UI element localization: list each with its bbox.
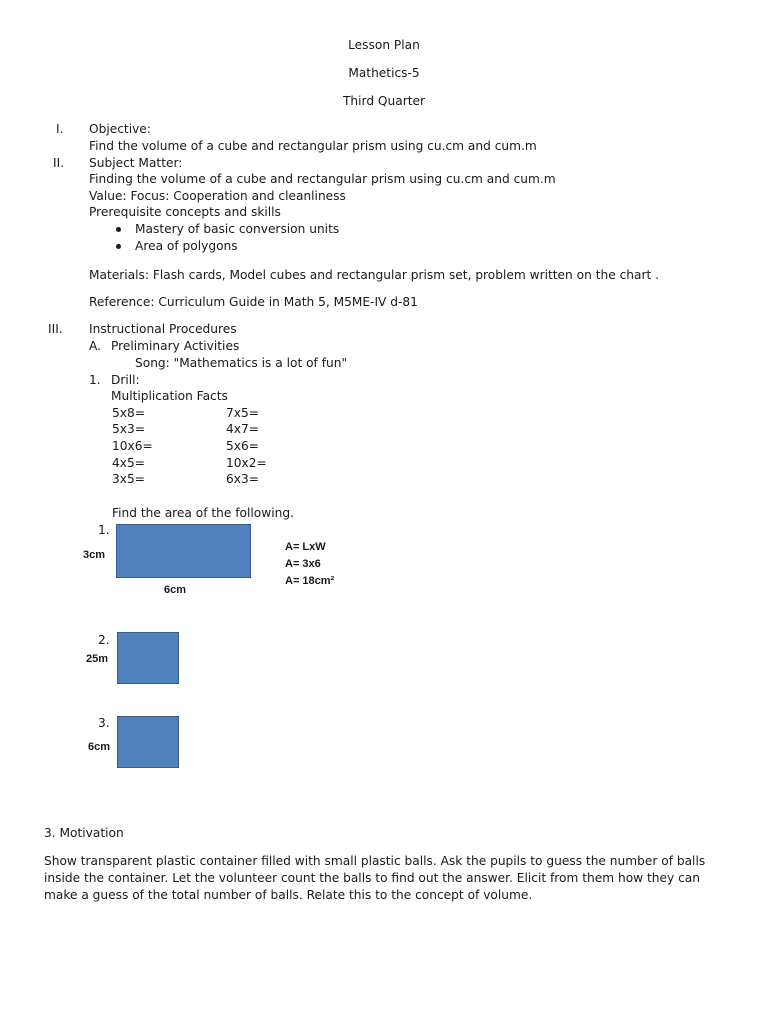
procedures-heading: Instructional Procedures	[89, 322, 237, 336]
drill-subheading: Multiplication Facts	[111, 389, 228, 403]
prelim-letter: A.	[89, 339, 101, 353]
fact-right: 10x2=	[226, 456, 267, 470]
formula-line: A= LxW	[285, 541, 326, 553]
objective-heading: Objective:	[89, 122, 151, 136]
figure-side-label: 6cm	[88, 741, 111, 753]
figure-number: 1.	[98, 523, 110, 537]
prereq-heading: Prerequisite concepts and skills	[89, 205, 281, 219]
reference-text: Reference: Curriculum Guide in Math 5, M5ME-IV d-81	[89, 295, 418, 309]
drill-number: 1.	[89, 373, 101, 387]
fact-right: 4x7=	[226, 422, 259, 436]
doc-title: Lesson Plan	[348, 38, 420, 52]
fact-left: 5x3=	[112, 422, 145, 436]
prereq-item: Mastery of basic conversion units	[135, 222, 340, 236]
bullet-icon	[116, 227, 121, 232]
subject-topic: Finding the volume of a cube and rectangular prism using cu.cm and cum.m	[89, 172, 556, 186]
prelim-heading: Preliminary Activities	[111, 339, 240, 353]
doc-quarter: Third Quarter	[342, 94, 426, 108]
fact-left: 4x5=	[112, 456, 145, 470]
doc-subject: Mathetics-5	[348, 66, 420, 80]
fact-right: 5x6=	[226, 439, 259, 453]
subject-value: Value: Focus: Cooperation and cleanliness	[89, 189, 346, 203]
figure-number: 2.	[98, 633, 110, 647]
subject-matter-heading: Subject Matter:	[89, 156, 183, 170]
section-numeral-1: I.	[56, 122, 64, 136]
formula-line: A= 3x6	[285, 558, 321, 570]
square-shape	[117, 632, 179, 684]
fact-left: 10x6=	[112, 439, 153, 453]
motivation-line: Show transparent plastic container filled with small plastic balls. Ask the pupils to guess the number of balls	[44, 854, 706, 868]
figure-number: 3.	[98, 716, 110, 730]
motivation-heading: 3. Motivation	[44, 826, 124, 840]
figure-bottom-label: 6cm	[164, 584, 187, 596]
area-prompt: Find the area of the following.	[112, 506, 294, 520]
square-shape	[117, 716, 179, 768]
prereq-item: Area of polygons	[135, 239, 238, 253]
fact-right: 7x5=	[226, 406, 259, 420]
fact-left: 5x8=	[112, 406, 145, 420]
materials-text: Materials: Flash cards, Model cubes and rectangular prism set, problem written on the chart .	[89, 268, 660, 282]
section-numeral-3: III.	[48, 322, 63, 336]
bullet-icon	[116, 244, 121, 249]
fact-left: 3x5=	[112, 472, 145, 486]
song-text: Song: "Mathematics is a lot of fun"	[135, 356, 348, 370]
figure-side-label: 3cm	[83, 549, 106, 561]
formula-line: A= 18cm²	[285, 575, 335, 587]
objective-text: Find the volume of a cube and rectangular prism using cu.cm and cum.m	[89, 139, 537, 153]
fact-right: 6x3=	[226, 472, 259, 486]
motivation-line: inside the container. Let the volunteer count the balls to find out the answer. Elicit from them how they can	[44, 871, 700, 885]
drill-heading: Drill:	[111, 373, 140, 387]
motivation-line: make a guess of the total number of balls. Relate this to the concept of volume.	[44, 888, 533, 902]
section-numeral-2: II.	[53, 156, 65, 170]
figure-side-label: 25m	[86, 653, 109, 665]
rectangle-shape	[116, 524, 251, 578]
